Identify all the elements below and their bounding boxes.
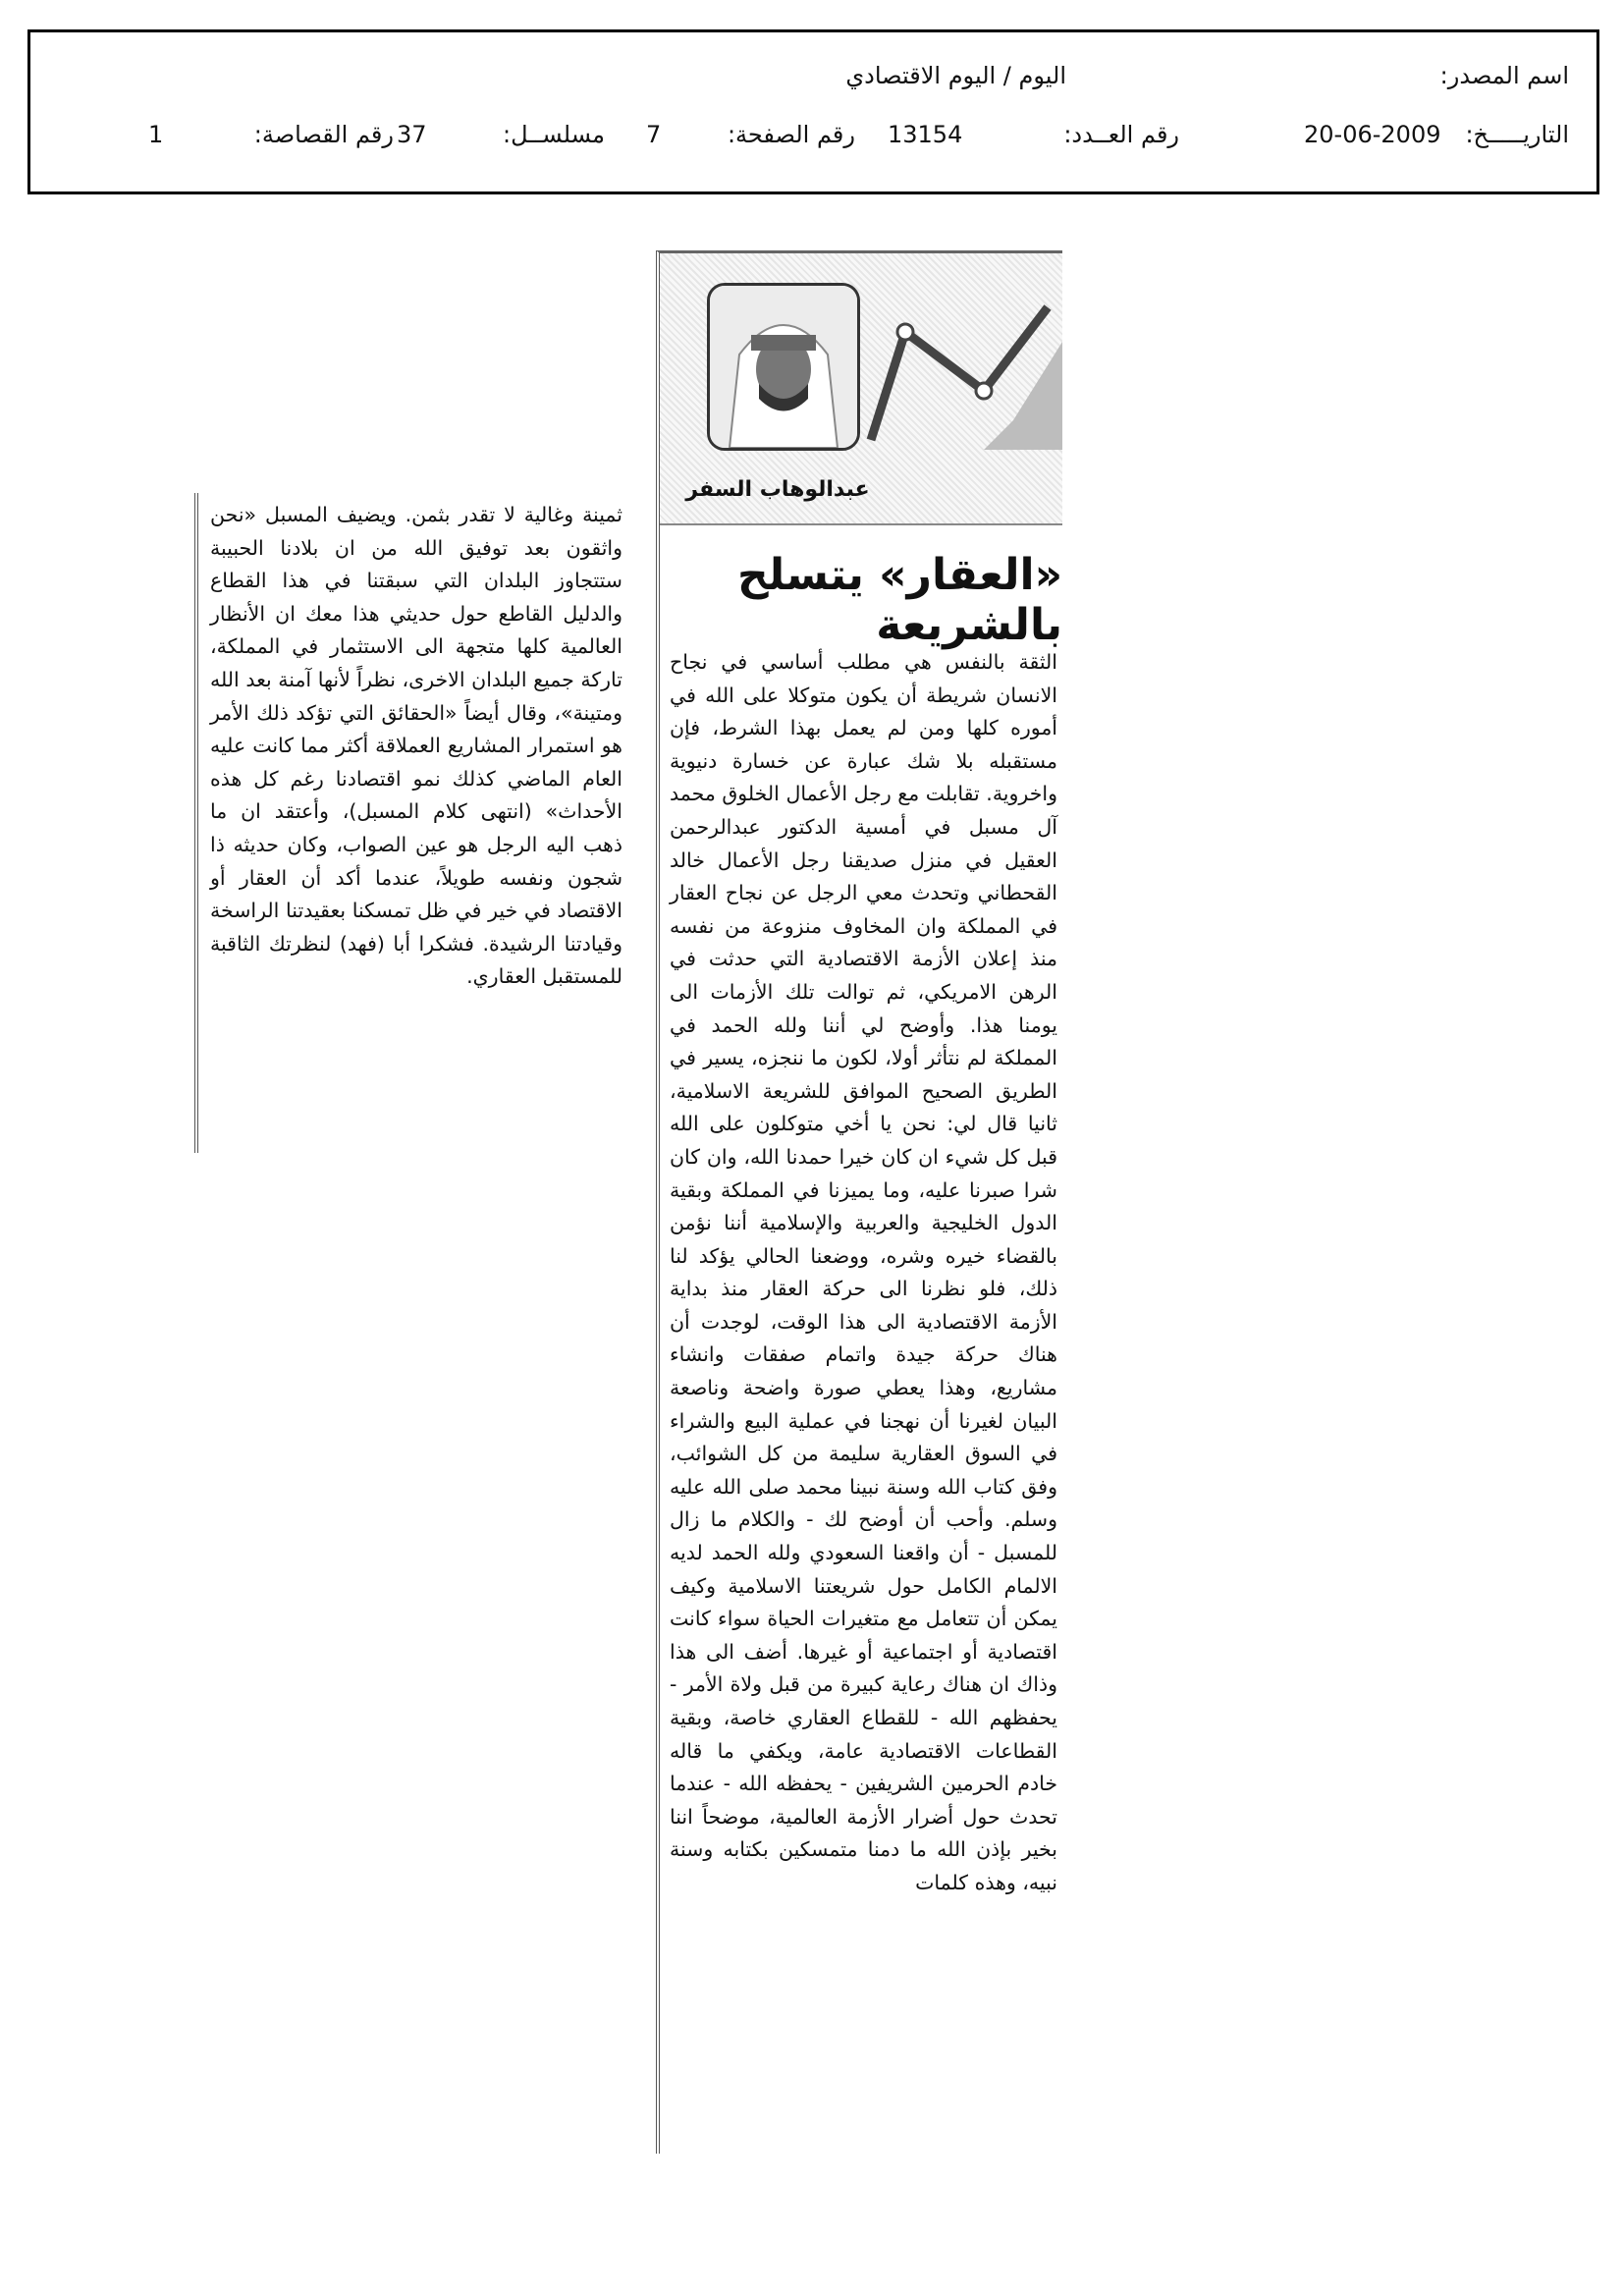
clipping-value: 1 — [148, 121, 164, 148]
issue-label: رقم العــدد: — [1063, 121, 1179, 148]
clipping-header-box — [27, 29, 1599, 194]
zigzag-graphic-icon — [866, 283, 1062, 450]
article-body-main: الثقة بالنفس هي مطلب أساسي في نجاح الانسان شريطة أن يكون متوكلا على الله في أموره كلها ومن لم يعمل بهذا الشرط، فإن مستقبله بلا شك عبارة عن خسارة دنيوية واخروية. تقابلت مع رجل الأعمال الخلوق محمد آل مسبل في أمسية الدكتور عبدالرحمن العقيل في منزل صديقنا رجل الأعمال خالد القحطاني وتحدث معي الرجل عن نجاح العقار في المملكة وان المخاوف منزوعة من نفسه منذ إعلان الأزمة الاقتصادية التي حدثت في الرهن الامريكي، ثم توالت تلك الأزمات الى يومنا هذا. وأوضح لي أننا ولله الحمد في المملكة لم نتأثر أولا، لكون ما ننجزه، يسير في الطريق الصحيح الموافق للشريعة الاسلامية، ثانيا قال لي: نحن يا أخي متوكلون على الله قبل كل شيء ان كان خيرا حمدنا الله، وان كان شرا صبرنا عليه، وما يميزنا في المملكة وبقية الدول الخليجية والعربية والإسلامية أننا نؤمن بالقضاء خيره وشره، ووضعنا الحالي يؤكد لنا ذلك، فلو نظرنا الى حركة العقار منذ بداية الأزمة الاقتصادية الى هذا الوقت، لوجدت أن هناك حركة جيدة واتمام صفقات وانشاء مشاريع، وهذا يعطي صورة واضحة وناصعة البيان لغيرنا أن نهجنا في عملية البيع والشراء في السوق العقارية سليمة من كل الشوائب، وفق كتاب الله وسنة نبينا محمد صلى الله عليه وسلم. وأحب أن أوضح لك - والكلام ما زال للمسبل - أن واقعنا السعودي ولله الحمد لديه الالمام الكامل حول شريعتنا الاسلامية وكيف يمكن أن تتعامل مع متغيرات الحياة سواء كانت اقتصادية أو اجتماعية أو غيرها. أضف الى هذا وذاك ان هناك رعاية كبيرة من قبل ولاة الأمر - يحفظهم الله - للقطاع العقاري خاصة، وبقية القطاعات الاقتصادية عامة، ويكفي ما قاله خادم الحرمين الشريفين - يحفظه الله - عندما تحدث حول أضرار الأزمة العالمية، موضحاً اننا بخير بإذن الله ما دمنا متمسكين بكتابه وسنة نبيه، وهذه كلمات — [670, 650, 1057, 1894]
page-label: رقم الصفحة: — [727, 121, 855, 148]
author-portrait — [707, 283, 860, 451]
issue-value: 13154 — [888, 121, 963, 148]
date-label: التاريـــــخ: — [1465, 121, 1569, 148]
date-value: 20-06-2009 — [1304, 121, 1441, 148]
author-photo-icon — [710, 286, 857, 448]
source-value: اليوم / اليوم الاقتصادي — [845, 62, 1066, 89]
source-label: اسم المصدر: — [1439, 62, 1569, 89]
article-continuation-column — [194, 493, 630, 1153]
article-body-continued: ثمينة وغالية لا تقدر بثمن. ويضيف المسبل «نحن واثقون بعد توفيق الله من ان بلادنا الحبيبة ستتجاوز البلدان التي سبقتنا في هذا القطاع والدليل القاطع حول حديثي هذا معك ان الأنظار العالمية كلها متجهة الى الاستثمار في المملكة، تاركة جميع البلدان الاخرى، نظراً لأنها آمنة بعد الله ومتينة»، وقال أيضاً «الحقائق التي تؤكد ذلك الأمر هو استمرار المشاريع العملاقة أكثر مما كانت عليه العام الماضي كذلك نمو اقتصادنا رغم كل هذه الأحداث» (انتهى كلام المسبل)، وأعتقد ان ما ذهب اليه الرجل هو عين الصواب، وكان حديثه ذا شجون ونفسه طويلاً، عندما أكد أن العقار أو الاقتصاد في خير في ظل تمسكنا بعقيدتنا الراسخة وقيادتنا الرشيدة. فشكرا أبا (فهد) لنظرتك الثاقبة للمستقبل العقاري. — [210, 503, 622, 989]
author-name: عبدالوهاب السفر — [685, 477, 870, 502]
column-banner — [660, 253, 1062, 525]
page-value: 7 — [646, 121, 662, 148]
serial-label: مسلســل: — [503, 121, 605, 148]
article-title: «العقار» يتسلح بالشريعة — [736, 550, 1062, 650]
article-main-column — [656, 250, 1062, 2154]
serial-value: 37 — [397, 121, 427, 148]
clipping-label: رقم القصاصة: — [253, 121, 394, 148]
